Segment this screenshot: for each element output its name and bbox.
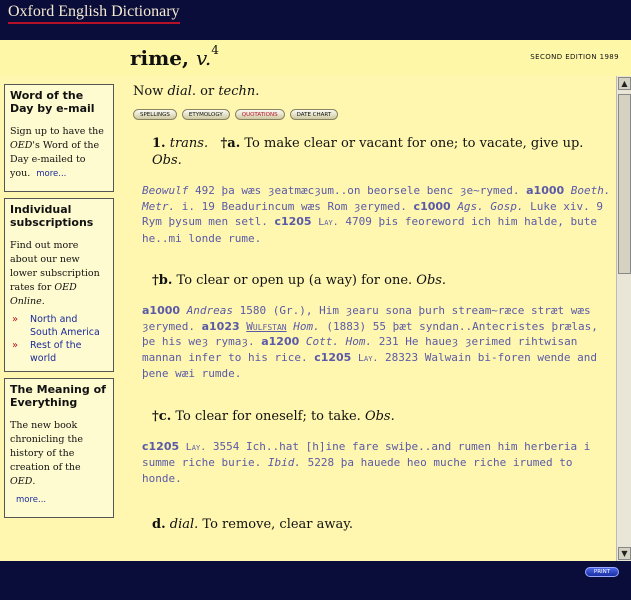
chevron-right-icon: » — [12, 314, 19, 325]
link-north-south-america[interactable]: » North and South America — [12, 314, 100, 338]
entry-header — [0, 40, 631, 76]
usage-status: Now dial. or techn. — [133, 84, 260, 99]
meaning-more-row — [10, 493, 108, 507]
entry-main — [124, 76, 614, 561]
subscriptions-text: Find out more about our new lower subscription rates for OED Online. — [10, 240, 100, 307]
meaning-of-everything-box — [4, 378, 114, 518]
wotd-more-link[interactable]: more... — [36, 169, 67, 179]
scrollbar-thumb[interactable] — [618, 94, 631, 274]
top-bar — [0, 0, 631, 40]
footer-bar — [0, 561, 631, 600]
quotations-1a: Beowulf 492 þa wæs ȝeatmæcȝum..on beorsele benc ȝe~rymed. a1000 Boeth. Metr. i. 19 Beadurincum wæs Rom ȝerymed. c1000 Ags. Gosp. Luke xiv. 9 Rym þysum men setl. c1205 Lay. 4709 þis feoreword ich him halde, bute he..mi londe rume. — [142, 184, 611, 245]
subscription-links — [10, 313, 108, 365]
content-area — [0, 76, 631, 561]
wotd-title: Word of the Day by e-mail — [10, 89, 95, 115]
meaning-more-link[interactable]: more... — [16, 495, 47, 505]
sense-1c: †c. To clear for oneself; to take. Obs. — [152, 408, 395, 424]
headword-text: rime, — [130, 46, 189, 70]
sense-1b: †b. To clear or open up (a way) for one. Obs. — [152, 273, 447, 288]
quotations-1c: c1205 Lay. 3554 Ich..hat [h]ine fare swiþe..and rumen him herberia i summe riche burie. Ibid. 5228 þa hauede heo muche riche irumed to honde. — [142, 439, 591, 485]
scroll-up-icon[interactable]: ▲ — [618, 77, 631, 90]
view-buttons — [133, 109, 614, 123]
part-of-speech: v. — [195, 46, 212, 70]
date-chart-button[interactable]: DATE CHART — [290, 109, 339, 120]
wotd-text: Sign up to have the OED's Word of the Day e-mailed to you. more... — [10, 126, 104, 179]
homonym-number: 4 — [211, 43, 219, 58]
link-rest-of-world[interactable]: » Rest of the world — [12, 340, 82, 364]
chevron-right-icon: » — [12, 340, 19, 351]
word-of-the-day-box — [4, 84, 114, 192]
vertical-scrollbar[interactable] — [616, 76, 631, 561]
meaning-title: The Meaning of Everything — [10, 383, 106, 409]
print-button[interactable]: PRINT — [585, 567, 619, 577]
subscriptions-title: Individual subscriptions — [10, 203, 94, 229]
quotations-button[interactable]: QUOTATIONS — [235, 109, 285, 120]
headword — [130, 43, 219, 70]
edition-label: SECOND EDITION 1989 — [530, 53, 619, 61]
subscriptions-box — [4, 198, 114, 372]
spellings-button[interactable]: SPELLINGS — [133, 109, 177, 120]
logo-underline — [8, 22, 180, 24]
meaning-text: The new book chronicling the history of the creation of the OED. — [10, 420, 84, 487]
oed-logo[interactable]: Oxford English Dictionary — [8, 3, 180, 20]
scroll-down-icon[interactable]: ▼ — [618, 547, 631, 560]
etymology-button[interactable]: ETYMOLOGY — [182, 109, 230, 120]
sense-1a: 1. trans. †a. To make clear or vacant for one; to vacate, give up. Obs. — [152, 136, 584, 168]
sense-1d: d. dial. To remove, clear away. — [152, 517, 354, 532]
sidebar — [4, 84, 114, 524]
quotations-1b: a1000 Andreas 1580 (Gr.), Him ȝearu sona þurh stream~ræce stræt wæs ȝerymed. a1023 Wulfstan Hom. (1883) 55 þæt syndan..Antecristes þrælas, þe his weȝ rymaȝ. a1200 Cott. Hom. 231 He haueȝ ȝerimed rihtwisan mannan infer to his rice. c1205 Lay. 28323 Walwain bi-foren wende and þene wæi rumde. — [142, 304, 598, 380]
